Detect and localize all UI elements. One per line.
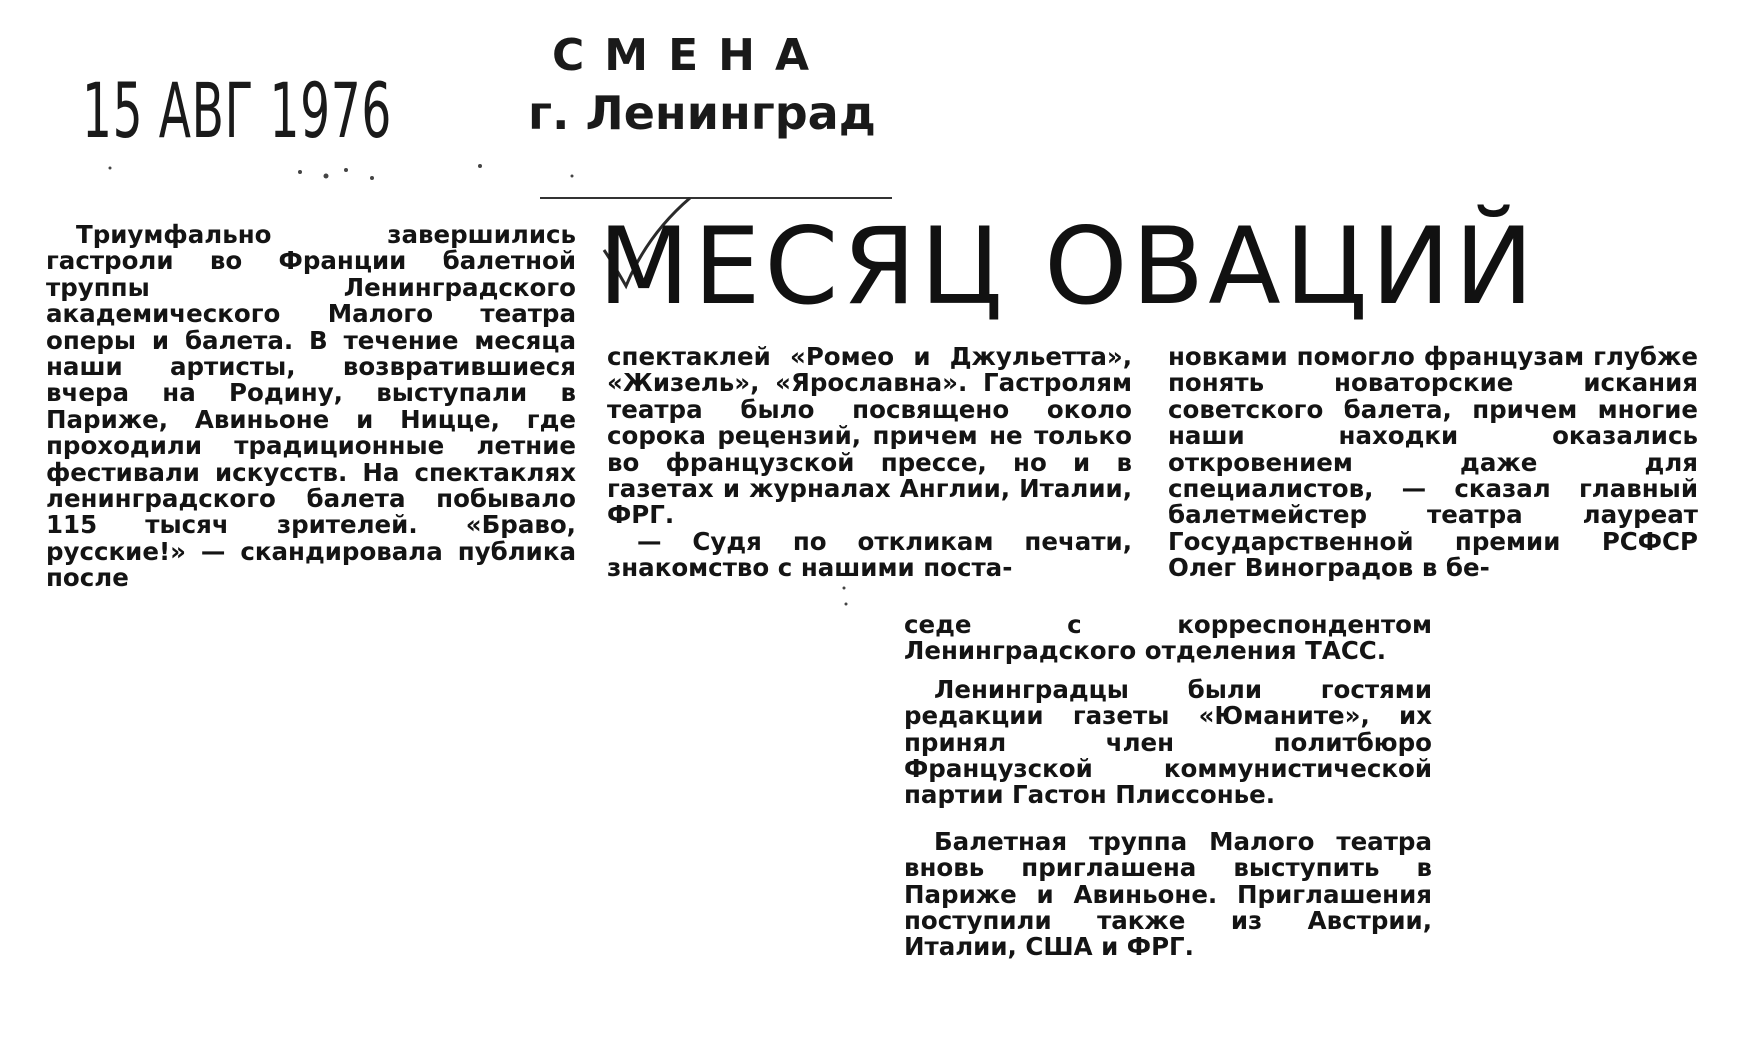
column-1-text: Триумфально завершились гастроли во Франции балетной труппы Ленинградского академического Малого театра оперы и балета. В течение месяца наши артисты, возвратившиеся вчера на Родину, выступали в Париже, Авиньоне и Ницце, где проходили традиционные летние фестивали искусств. На спектаклях ленинградского балета побывало 115 тысяч зрителей. «Браво, русские!» — скандировала публика после (46, 220, 576, 593)
article-headline: МЕСЯЦ ОВАЦИЙ (598, 205, 1538, 328)
article-column-4 (904, 612, 1432, 961)
article-column-2 (607, 344, 1132, 582)
column-3-text: новками помогло французам глубже понять новаторские искания советского балета, причем многие наши находки оказались откровением даже для специалистов, — сказал главный балетмейстер театра лауреат Государственной премии РСФСР Олег Виноградов в бе- (1168, 342, 1698, 583)
column-4-paragraph-3: Балетная труппа Малого театра вновь приглашена выступить в Париже и Авиньоне. Приглашения поступили также из Австрии, Италии, США и ФРГ. (904, 826, 1432, 962)
city-stamp: г. Ленинград (528, 86, 876, 140)
column-2-paragraph-2: — Судя по откликам печати, знакомство с нашими поста- (607, 526, 1132, 583)
column-4-paragraph-1: седе с корреспондентом Ленинградского отделения ТАСС. (904, 610, 1432, 666)
column-2-paragraph-1: спектаклей «Ромео и Джульетта», «Жизель», «Ярославна». Гастролям театра было посвящено около сорока рецензий, причем не только во французской прессе, но и в газетах и журналах Англии, Италии, ФРГ. (607, 342, 1132, 530)
newspaper-name-stamp: СМЕНА (552, 30, 830, 81)
column-4-paragraph-2: Ленинградцы были гостями редакции газеты «Юманите», их принял член политбюро Французской коммунистической партии Гастон Плиссонье. (904, 674, 1432, 810)
article-column-1 (46, 222, 576, 592)
date-stamp: 15 АВГ 1976 (82, 66, 392, 155)
article-column-3 (1168, 344, 1698, 582)
